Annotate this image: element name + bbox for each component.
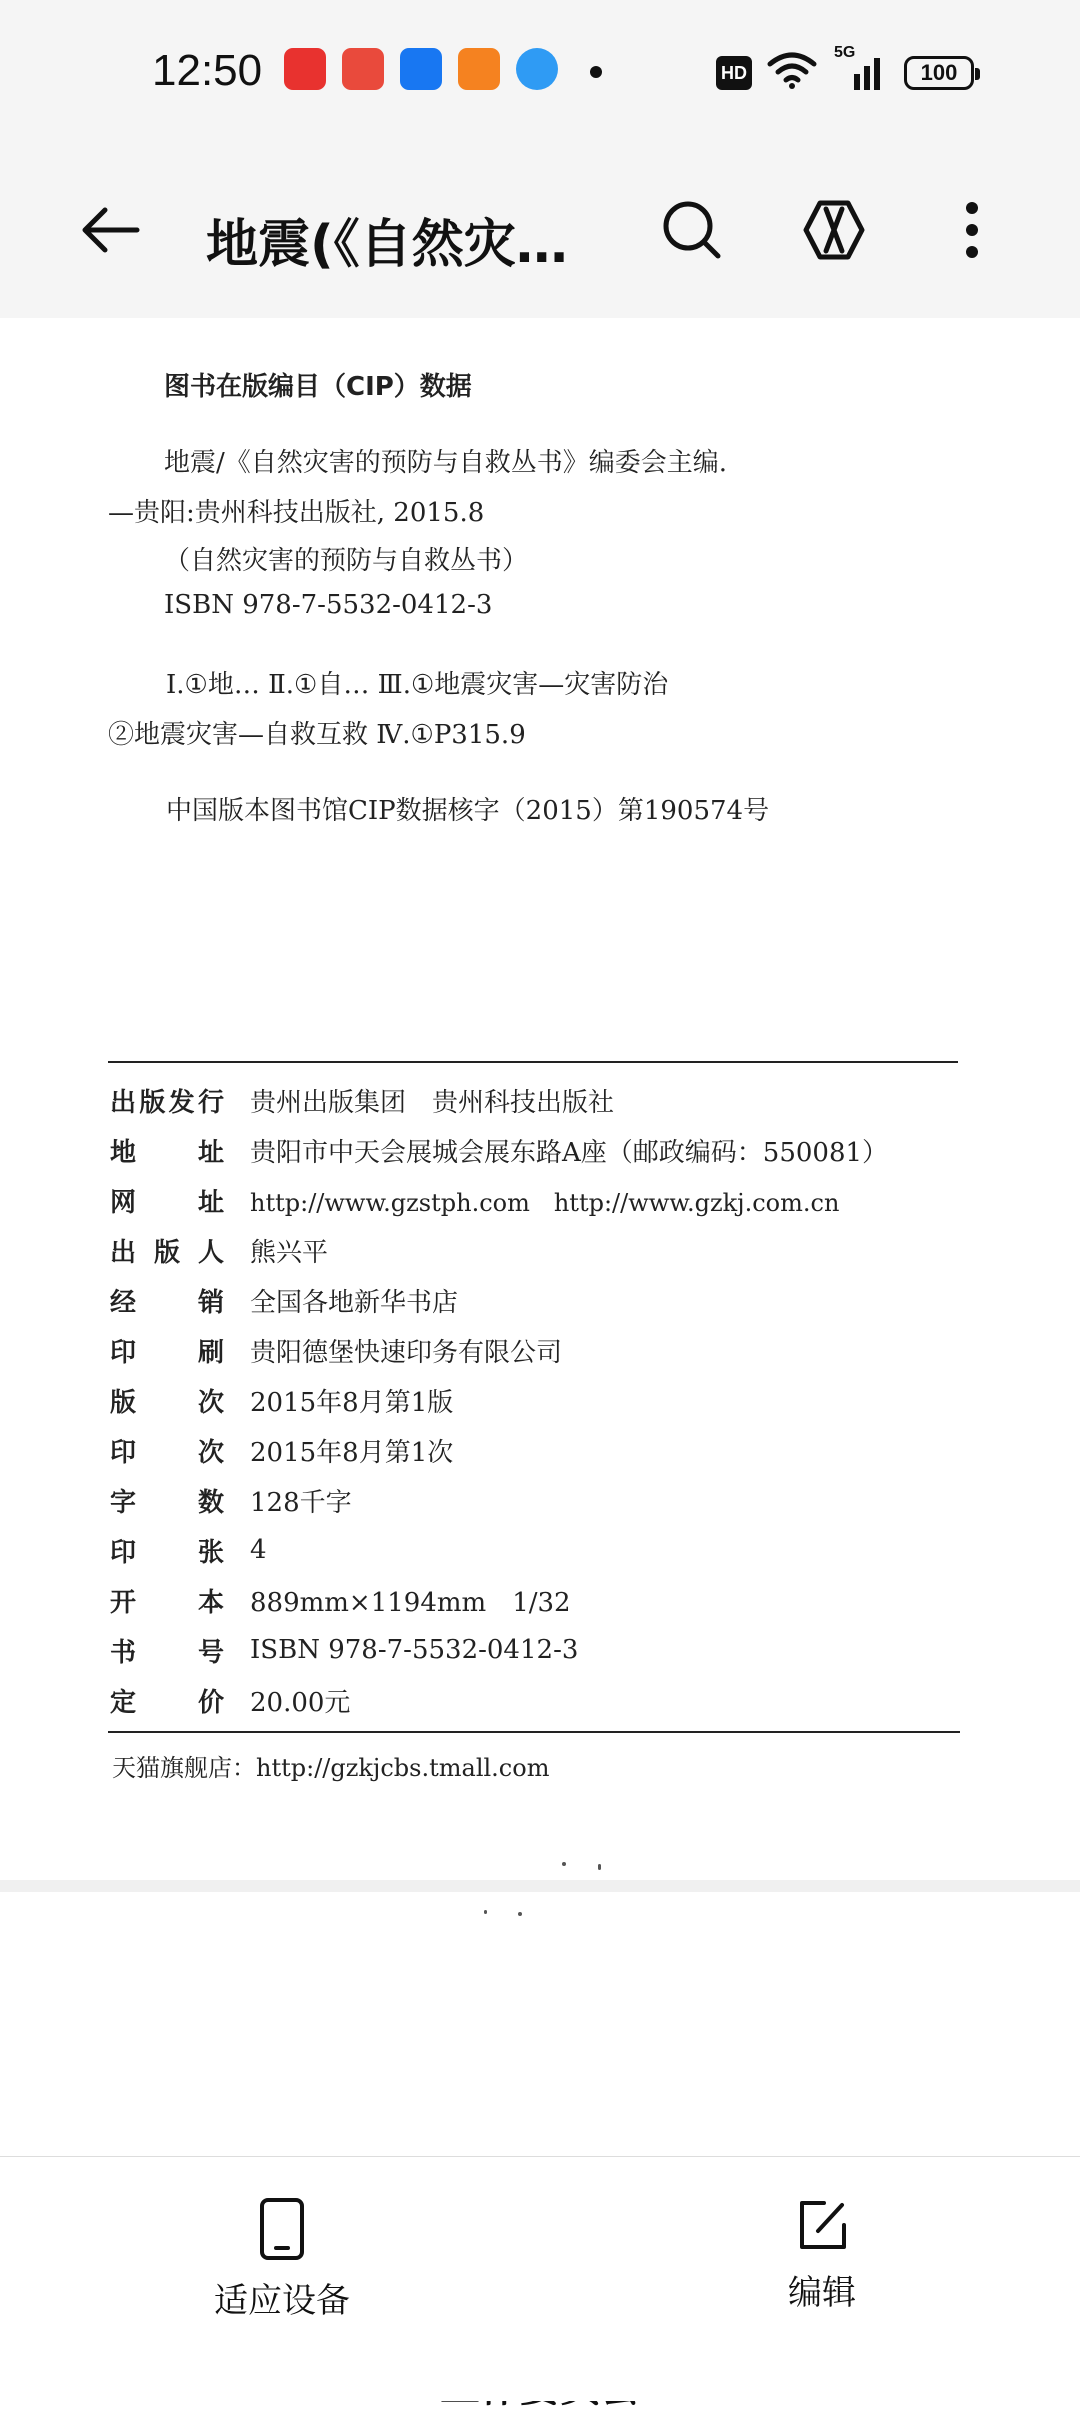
more-vertical-icon <box>964 200 980 260</box>
search-icon <box>660 198 724 262</box>
colophon-value: 全国各地新华书店 <box>250 1287 459 1318</box>
colophon-label: 经销 <box>110 1287 224 1318</box>
more-notifications-dot <box>590 66 602 78</box>
app-notification-icon <box>458 48 500 90</box>
colophon-value: 贵州出版集团 贵州科技出版社 <box>250 1087 615 1118</box>
colophon-top-rule <box>108 1061 958 1063</box>
more-options-button[interactable] <box>932 190 1012 270</box>
colophon-row <box>110 1630 578 1670</box>
colophon-value: 4 <box>250 1535 267 1565</box>
fit-device-label: 适应设备 <box>214 2281 350 2321</box>
colophon-row <box>110 1330 562 1370</box>
colophon-row <box>110 1230 328 1270</box>
cip-line: 中国版本图书馆CIP数据核字（2015）第190574号 <box>166 796 770 826</box>
cip-line: 地震/《自然灾害的预防与自救丛书》编委会主编. <box>164 448 728 478</box>
colophon-label: 印次 <box>110 1437 224 1468</box>
document-page[interactable] <box>0 318 1080 1883</box>
mail-notification-icon <box>400 48 442 90</box>
cip-line: ②地震灾害—自救互救 Ⅳ.①P315.9 <box>108 720 526 750</box>
wifi-icon <box>766 50 818 90</box>
colophon-label: 版次 <box>110 1387 224 1418</box>
fit-device-button[interactable] <box>162 2197 402 2322</box>
app-bar <box>0 140 1080 318</box>
colophon-value: 熊兴平 <box>250 1237 329 1268</box>
battery-icon <box>904 56 974 90</box>
colophon-row <box>110 1380 453 1420</box>
colophon-label: 出版发行 <box>110 1087 224 1118</box>
colophon-row <box>110 1680 350 1720</box>
colophon-label: 网址 <box>110 1187 224 1218</box>
scan-speck <box>484 1910 487 1914</box>
colophon-row <box>110 1530 267 1570</box>
colophon-label: 字数 <box>110 1487 224 1518</box>
edit-button[interactable] <box>702 2197 942 2314</box>
colophon-label: 出版人 <box>110 1237 224 1268</box>
back-arrow-icon <box>79 206 141 254</box>
status-bar <box>0 0 1080 140</box>
browser-notification-icon <box>516 48 558 90</box>
colophon-row <box>110 1180 839 1220</box>
colophon-label: 印张 <box>110 1537 224 1568</box>
colophon-value: 2015年8月第1次 <box>250 1437 454 1468</box>
colophon-row <box>110 1080 614 1120</box>
toutiao-notification-icon <box>284 48 326 90</box>
back-button[interactable] <box>70 190 150 270</box>
colophon-value: 889mm×1194mm 1/32 <box>250 1587 571 1618</box>
colophon-row <box>110 1480 352 1520</box>
scan-speck <box>598 1864 601 1870</box>
colophon-value: 20.00元 <box>250 1687 351 1718</box>
colophon-value: 2015年8月第1版 <box>250 1387 454 1418</box>
colophon-row <box>110 1430 453 1470</box>
colophon-value: 贵阳市中天会展城会展东路A座（邮政编码：550081） <box>250 1137 889 1168</box>
colophon-row <box>110 1130 888 1170</box>
scan-speck <box>518 1912 522 1916</box>
search-button[interactable] <box>652 190 732 270</box>
colophon-label: 印刷 <box>110 1337 224 1368</box>
colophon-value: http://www.gzstph.com http://www.gzkj.com.cn <box>250 1188 840 1217</box>
edit-label: 编辑 <box>788 2273 856 2313</box>
cip-heading: 图书在版编目（CIP）数据 <box>164 372 472 402</box>
battery-level: 100 <box>920 60 958 85</box>
colophon-label: 开本 <box>110 1587 224 1618</box>
network-type: 5G <box>834 44 856 61</box>
colophon-label: 地址 <box>110 1137 224 1168</box>
colophon-row <box>110 1580 571 1620</box>
cip-line: —贵阳:贵州科技出版社, 2015.8 <box>108 498 485 528</box>
cip-line: ISBN 978-7-5532-0412-3 <box>164 590 493 620</box>
ai-assistant-button[interactable] <box>794 190 874 270</box>
cellular-signal-icon <box>832 44 888 96</box>
ai-logo-icon <box>802 199 866 261</box>
hd-icon: HD <box>716 56 752 90</box>
colophon-value: 128千字 <box>250 1487 352 1518</box>
document-title: 地震(《自然灾… <box>206 215 568 275</box>
scan-speck <box>562 1862 566 1866</box>
edit-icon <box>794 2197 850 2253</box>
cip-line: （自然灾害的预防与自救丛书） <box>164 546 529 576</box>
shop-link-text: 天猫旗舰店：http://gzkjcbs.tmall.com <box>112 1754 550 1782</box>
page-separator <box>0 1880 1080 1892</box>
status-time: 12:50 <box>152 46 263 95</box>
colophon-bottom-rule <box>108 1731 960 1733</box>
cip-line: Ⅰ.①地… Ⅱ.①自… Ⅲ.①地震灾害—灾害防治 <box>166 670 669 700</box>
phone-icon <box>258 2197 306 2261</box>
music-notification-icon <box>342 48 384 90</box>
colophon-label: 定价 <box>110 1687 224 1718</box>
colophon-value: 贵阳德堡快速印务有限公司 <box>250 1337 563 1368</box>
colophon-label: 书号 <box>110 1637 224 1668</box>
colophon-row <box>110 1280 458 1320</box>
bottom-toolbar <box>0 2156 1080 2401</box>
colophon-value: ISBN 978-7-5532-0412-3 <box>250 1635 579 1665</box>
